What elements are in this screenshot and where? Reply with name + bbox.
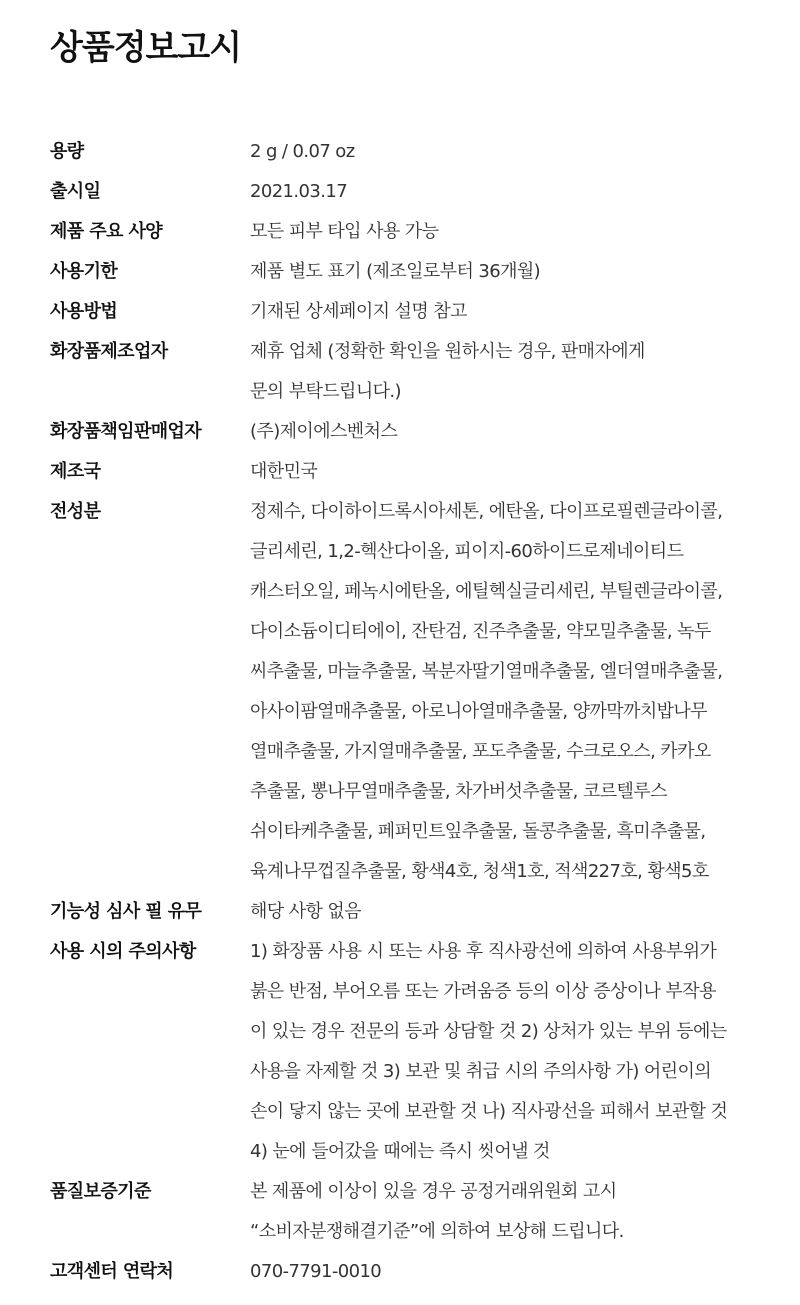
info-label: 사용기한 [50, 261, 118, 282]
info-value [250, 132, 750, 172]
info-label: 출시일 [50, 181, 101, 202]
info-value-line: 캐스터오일, 페녹시에탄올, 에틸헥실글리세린, 부틸렌글라이콜, [250, 581, 723, 602]
info-value-line: 대한민국 [250, 461, 318, 482]
info-label: 용량 [50, 141, 84, 162]
info-label: 고객센터 연락처 [50, 1261, 174, 1282]
info-value [250, 492, 750, 892]
info-value-line: 제품 별도 표기 (제조일로부터 36개월) [250, 261, 541, 282]
info-row [50, 212, 750, 252]
info-row [50, 412, 750, 452]
info-row [50, 332, 750, 412]
info-row [50, 132, 750, 172]
info-value-line: 손이 닿지 않는 곳에 보관할 것 나) 직사광선을 피해서 보관할 것 [250, 1101, 728, 1122]
info-value-line: 해당 사항 없음 [250, 901, 361, 922]
info-value-line: (주)제이에스벤처스 [250, 421, 398, 442]
info-value-line: 씨추출물, 마늘추출물, 복분자딸기열매추출물, 엘더열매추출물, [250, 661, 723, 682]
info-value-line: 붉은 반점, 부어오름 또는 가려움증 등의 이상 증상이나 부작용 [250, 981, 716, 1002]
info-value [250, 412, 750, 452]
info-label: 사용 시의 주의사항 [50, 941, 196, 962]
info-value-line: 열매추출물, 가지열매추출물, 포도추출물, 수크로오스, 카카오 [250, 741, 711, 762]
info-label: 품질보증기준 [50, 1181, 151, 1202]
info-row [50, 932, 750, 1172]
info-value [250, 332, 750, 412]
info-value-line: 쉬이타케추출물, 페퍼민트잎추출물, 돌콩추출물, 흑미추출물, [250, 821, 706, 842]
info-value-line: 육계나무껍질추출물, 황색4호, 청색1호, 적색227호, 황색5호 [250, 861, 709, 882]
info-value-line: 사용을 자제할 것 3) 보관 및 취급 시의 주의사항 가) 어린이의 [250, 1061, 712, 1082]
info-row [50, 492, 750, 892]
info-row [50, 452, 750, 492]
info-value [250, 292, 750, 332]
info-label: 화장품책임판매업자 [50, 421, 202, 442]
info-value-line: 070-7791-0010 [250, 1261, 382, 1282]
info-value [250, 212, 750, 252]
info-label: 전성분 [50, 501, 101, 522]
info-value-line: 기재된 상세페이지 설명 참고 [250, 301, 467, 322]
info-label: 기능성 심사 필 유무 [50, 901, 202, 922]
product-info-table [50, 132, 750, 1292]
info-value-line: 다이소듐이디티에이, 잔탄검, 진주추출물, 약모밀추출물, 녹두 [250, 621, 711, 642]
info-value-line: 1) 화장품 사용 시 또는 사용 후 직사광선에 의하여 사용부위가 [250, 941, 717, 962]
info-value [250, 172, 750, 212]
info-value-line: 이 있는 경우 전문의 등과 상담할 것 2) 상처가 있는 부위 등에는 [250, 1021, 727, 1042]
info-label: 화장품제조업자 [50, 341, 168, 362]
info-value-line: 제휴 업체 (정확한 확인을 원하시는 경우, 판매자에게 [250, 341, 645, 362]
info-value-line: 모든 피부 타입 사용 가능 [250, 221, 439, 242]
info-row [50, 1172, 750, 1252]
info-row [50, 292, 750, 332]
info-label: 제조국 [50, 461, 101, 482]
info-value [250, 452, 750, 492]
product-info-table-body [50, 132, 750, 1292]
info-row [50, 892, 750, 932]
info-value-line: 2 g / 0.07 oz [250, 141, 355, 162]
info-value [250, 932, 750, 1172]
info-value-line: 4) 눈에 들어갔을 때에는 즉시 씻어낼 것 [250, 1141, 550, 1162]
info-row [50, 172, 750, 212]
page-title: 상품정보고시 [50, 28, 242, 68]
info-row [50, 1252, 750, 1292]
info-value-line: 아사이팜열매추출물, 아로니아열매추출물, 양까막까치밥나무 [250, 701, 707, 722]
info-value [250, 1172, 750, 1252]
info-value [250, 1252, 750, 1292]
info-value [250, 252, 750, 292]
info-value-line: 정제수, 다이하이드록시아세톤, 에탄올, 다이프로필렌글라이콜, [250, 501, 723, 522]
info-value-line: 본 제품에 이상이 있을 경우 공정거래위원회 고시 [250, 1181, 617, 1202]
info-value-line: 추출물, 뽕나무열매추출물, 차가버섯추출물, 코르텔루스 [250, 781, 667, 802]
info-value-line: 글리세린, 1,2-헥산다이올, 피이지-60하이드로제네이티드 [250, 541, 684, 562]
info-value [250, 892, 750, 932]
info-row [50, 252, 750, 292]
info-value-line: 2021.03.17 [250, 181, 348, 202]
info-value-line: “소비자분쟁해결기준”에 의하여 보상해 드립니다. [250, 1221, 624, 1242]
info-label: 제품 주요 사양 [50, 221, 163, 242]
info-value-line: 문의 부탁드립니다.) [250, 381, 401, 402]
info-label: 사용방법 [50, 301, 118, 322]
